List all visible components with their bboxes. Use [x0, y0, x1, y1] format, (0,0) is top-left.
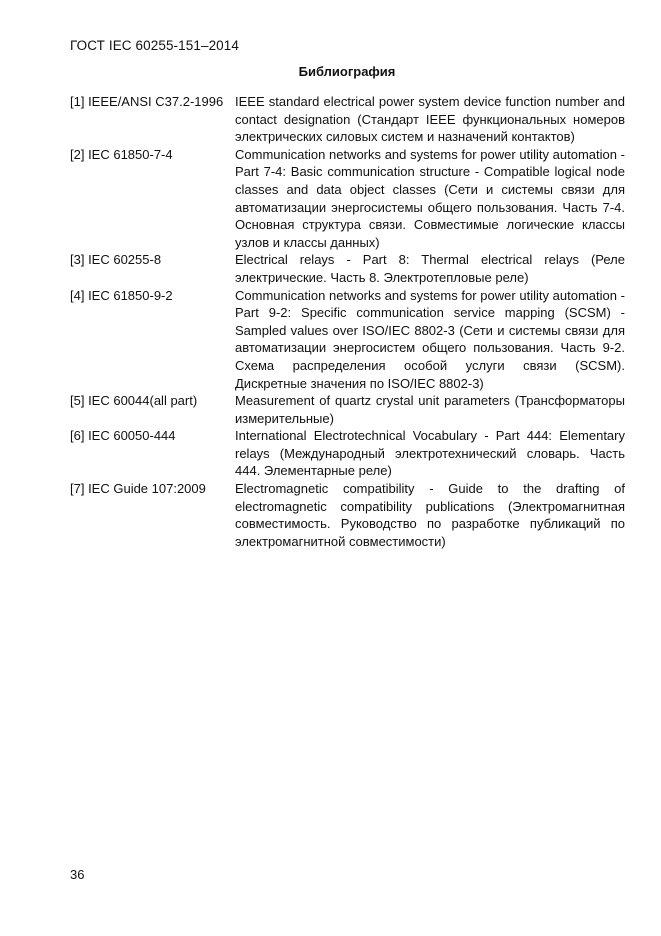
bibliography-entry — [70, 287, 625, 393]
bibliography-ref: [5] IEC 60044(all part) — [70, 393, 198, 409]
section-title: Библиография — [298, 64, 396, 79]
bibliography-entry — [70, 392, 625, 427]
page-number: 36 — [70, 867, 85, 882]
bibliography-entry — [70, 93, 625, 146]
bibliography-text: IEEE standard electrical power system device function number and contact designation (Стандарт IEEE функциональных номеров электрических силовых систем и назначений контактов) — [235, 94, 625, 145]
bibliography-entry — [70, 480, 625, 550]
document-code: ГОСТ IEC 60255-151–2014 — [70, 38, 240, 53]
bibliography-entry — [70, 251, 625, 286]
bibliography-entry — [70, 427, 625, 480]
bibliography-list — [70, 93, 625, 550]
bibliography-ref: [7] IEC Guide 107:2009 — [70, 481, 206, 497]
bibliography-text: Electromagnetic compatibility - Guide to the drafting of electromagnetic compatibility publications (Электромагнитная совместимость. Руководство по разработке публикаций по электромагнитной совместимости) — [235, 481, 625, 549]
bibliography-ref: [1] IEEE/ANSI C37.2-1996 — [70, 94, 224, 109]
bibliography-ref: [4] IEC 61850-9-2 — [70, 287, 173, 303]
bibliography-text: International Electrotechnical Vocabulary - Part 444: Elementary relays (Международный электротехнический словарь. Часть 444. Элементарные реле) — [235, 428, 625, 479]
bibliography-text: Communication networks and systems for power utility automation - Part 7-4: Basic communication structure - Compatible logical node classes and data object classes (Сети и системы связи для автоматизации энергосистемы общего пользования. Часть 7-4. Основная структура связи. Совместимые логические классы узлов и классы данных) — [235, 146, 625, 250]
bibliography-ref: [2] IEC 61850-7-4 — [70, 146, 173, 162]
bibliography-ref: [6] IEC 60050-444 — [70, 428, 176, 444]
bibliography-text: Communication networks and systems for power utility automation - Part 9-2: Specific communication service mapping (SCSM) - Sampled values over ISO/IEC 8802-3 (Сети и системы связи для автоматизации энергосистем общего пользования. Часть 9-2. Схема распределения особой услуги связи (SCSM). Дискретные значения по ISO/IEC 8802-3) — [235, 287, 625, 391]
bibliography-text: Measurement of quartz crystal unit parameters (Трансформаторы измерительные) — [235, 393, 625, 426]
bibliography-ref: [3] IEC 60255-8 — [70, 252, 162, 268]
bibliography-text: Electrical relays - Part 8: Thermal electrical relays (Реле электрические. Часть 8. Электротепловые реле) — [235, 252, 625, 285]
bibliography-entry — [70, 146, 625, 252]
